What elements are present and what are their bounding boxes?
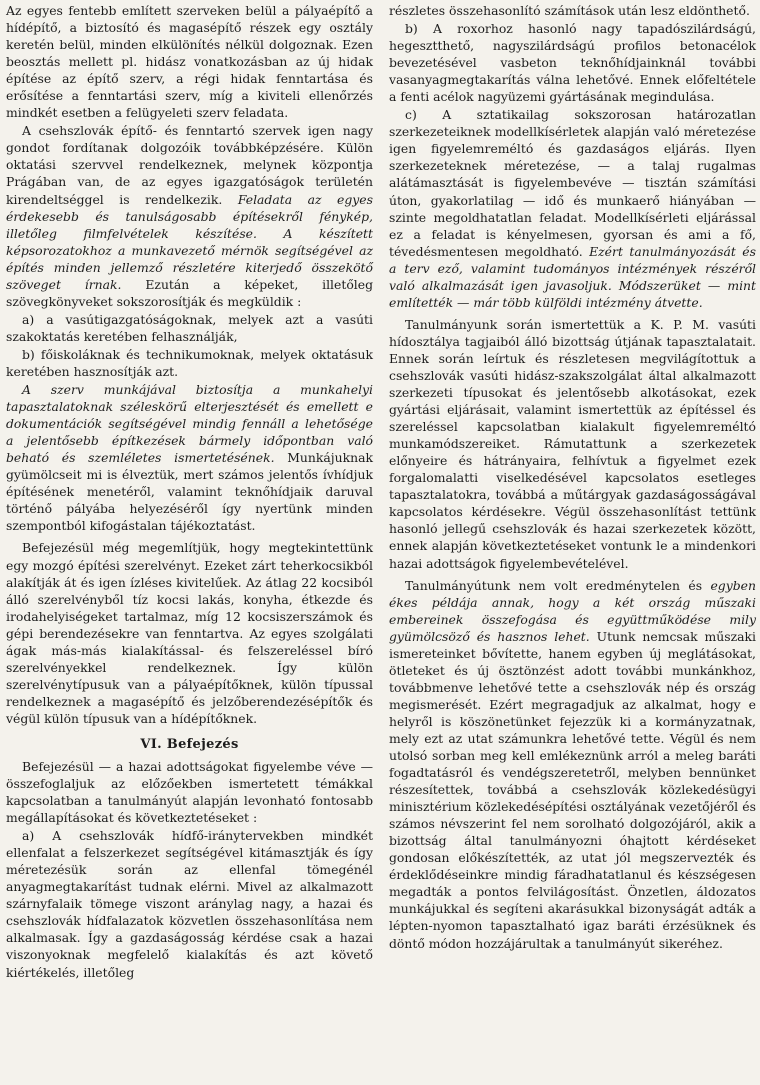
right-column bbox=[389, 2, 756, 1085]
text-run: c) A sztatikailag sokszorosan határozatlan szerkezeteiknek modellkísérletek alapján való méretezése igen figyelemreméltó és gazdaságos eljárás. Ilyen szerkezeteknek méretezése, — a talaj rugalmas alátámasztását is figyelembevéve — tisztán számítási úton, gyakorlatilag — idő és munkaerő hiányában — szinte megoldhatatlan feladat. Modellkísérleti eljárással ez a feladat is kényelmesen, gyorsan és ami a fő, tévedésmentesen megoldható. bbox=[389, 107, 756, 259]
paragraph: Az egyes fentebb említett szerveken belül a pályaépítő a hídépítő, a biztosító és magasépítő részek egy osztály keretén belül, minden elkülönítés nélkül dolgoznak. Ezen beosztás mellett pl. hidász vonatkozásban az új hidak építése az építő szerv, a régi hidak fenntartása és erősítése a fenntartási szerv, míg a kiviteli ellenőrzés mindkét esetben a felügyeleti szerv feladata. bbox=[6, 3, 373, 121]
paragraph: Befejezésül — a hazai adottságokat figyelembe véve — összefoglaljuk az előzőekben ismertetett témákkal kapcsolatban a tanulmányút alapján levonható fontosabb megállapításokat és következtetéseket : bbox=[6, 758, 373, 826]
paragraph bbox=[389, 577, 756, 952]
text-run: Ezután a képeket, illetőleg szövegkönyveket sokszorosítják és megküldik : bbox=[6, 276, 374, 309]
italic-text: egyben ékes példája annak, hogy a két ország műszaki embereinek összefogása és együttműködése mily gyümölcsöző és hasznos lehet. bbox=[389, 577, 756, 644]
paragraph: részletes összehasonlító számítások után lesz eldönthető. bbox=[389, 3, 750, 18]
paragraph: Tanulmányunk során ismertettük a K. P. M. vasúti hídosztálya tagjaiból álló bizottság útjának tapasztalatait. Ennek során leírtuk és részletesen megvilágítottuk a csehszlovák vasúti hidász-szakszolgálat által alkalmazott szerkezeti típusokat és jelentősebb alkotásokat, ezek gyártási eljárásait, valamint ismertettük az építéssel és szereléssel kapcsolatban kialakult figyelemreméltó munkamódszereiket. Rámutattunk a szerkezetek előnyeire és hátrányaira, felhívtuk a figyelmet ezek forgalomalatti viselkedésével kapcsolatos esetleges tapasztalatokra, továbbá a műtárgyak gazdaságosságával kapcsolatos kérdésekre. Végül összehasonlítást tettünk hasonló jellegű csehszlovák és hazai szerkezetek között, ennek alapján következtetéseket vontunk le a mindenkori hazai adottságok figyelembevételével. bbox=[389, 316, 756, 571]
list-item-a: a) A csehszlovák hídfő-iránytervekben mindkét ellenfalat a felszerkezet segítségével kitámasztják és így méretezésük során az ellenfal tömegénél anyagmegtakarítást tudnak elérni. Mivel az alkalmazott szárnyfalaik tömege viszont aránylag nagy, a hazai és csehszlovák hídfalazatok közvetlen összehasonlítása nem alkalmasak. Így a gazdaságosság kérdése csak a hazai viszonyoknak megfelelő kialakítás és azt követő kiértékelés, illetőleg bbox=[6, 828, 373, 980]
paragraph bbox=[6, 122, 373, 310]
list-item-b: b) főiskoláknak és technikumoknak, melyek oktatásuk keretében hasznosítják azt. bbox=[6, 346, 373, 379]
italic-text: A szerv munkájával biztosítja a munkahelyi tapasztalatoknak széleskörű elterjesztését és emellett e dokumentációk segítségével mindig fennáll a lehetősége a jelentősebb építkezések bármely időpontban való beható és szemléletes ismertetésének. bbox=[6, 382, 373, 466]
italic-text: Feladata az egyes érdekesebb és tanulságosabb építésekről fénykép, illetőleg filmfelvételek készítése. A készített képsorozatokhoz a munkavezető mérnök segítségével az építés minden jellemző részletére kiterjedő összekötő szöveget írnak. bbox=[6, 191, 373, 292]
list-item-b: b) A roxorhoz hasonló nagy tapadószilárdságú, hegesztthető, nagyszilárdságú profilos betonacélok bevezetésével vasbeton teknőhídjainknál további vasanyagmegtakarítás válna lehetővé. Ennek előfeltétele a fenti acélok nagyüzemi gyártásának megindulása. bbox=[389, 21, 756, 105]
left-column bbox=[6, 2, 373, 1085]
paragraph bbox=[6, 381, 373, 534]
text-run: Tanulmányútunk nem volt eredménytelen és bbox=[405, 577, 703, 593]
list-item-c bbox=[389, 106, 756, 311]
paragraph: Befejezésül még megemlítjük, hogy megtekintettünk egy mozgó építési szerelvényt. Ezeket zárt teherkocsikból alakítják át és igen ízléses kivitelűek. Az átlag 22 kocsiból álló szerelvényből tíz kocsi lakás, konyha, étkezde és irodahelyiségeket tartalmaz, míg 12 kocsiszerszámok és gépi berendezésekre van fenntartva. Az egyes szolgálati ágak más-más kialakítással- és felszereléssel bíró szerelvényekkel rendelkeznek. Így külön szerelvénytípusuk van a pályaépítőknek, külön típussal rendelkeznek a magasépítő és jelzőberendezésépítők és végül külön típusuk van a hídépítőknek. bbox=[6, 540, 373, 726]
text-run: Utunk nemcsak műszaki ismereteinket bővítette, hanem egyben új meglátásokat, ötleteket és új ösztönzést adott további munkánkhoz, továbbmenve lehetővé tette a csehszlovák nép és ország megismerését. Ezért megragadjuk az alkalmat, hogy e helyről is köszönetünket fejezzük ki a kormányzatnak, mely ezt az utat számunkra lehetővé tette. Végül és nem utolsó sorban meg kell emlékeznünk arról a meleg baráti fogadtatásról és vendégszeretetről, melyben bennünket részesítettek, továbbá a csehszlovák közlekedésügyi minisztérium közlekedésépítési osztályának vezetőjéről és számos névszerint fel nem sorolható dolgozójáról, akik a bizottság által tanulmányozni óhajtott kérdéseket gondosan előkészítették, az utat jól megszervezték és érdeklődéseinkre mindig fáradhatatlanul és készségesen megadták a pontos felvilágosítást. Önzetlen, áldozatos munkájukkal és segíteni akarásukkal bizonyságát adták a lépten-nyomon tapasztalható igaz baráti érzésüknek és döntő módon hozzájárultak a tanulmányút sikeréhez. bbox=[389, 628, 756, 951]
text-run: Munkájuknak gyümölcseit mi is élveztük, mert számos jelentős ívhídjuk építésének menetéről, valamint teknőhídjaik daruval történő pályába helyezéséről így nyertünk minden szempontból kifogástalan tájékoztatást. bbox=[6, 450, 373, 534]
list-item-a: a) a vasútigazgatóságoknak, melyek azt a vasúti szakoktatás keretében felhasználják, bbox=[6, 311, 373, 344]
section-heading: VI. Befejezés bbox=[140, 736, 239, 752]
text-run: A csehszlovák építő- és fenntartó szervek igen nagy gondot fordítanak dolgozóik továbbképzésére. Külön oktatási szervvel rendelkeznek, melynek központja Prágában van, de az egyes igazgatóságok területén kirendeltséggel is rendelkezik. bbox=[6, 123, 373, 207]
italic-text: Ezért tanulmányozását és a terv ező, valamint tudományos intézmények részéről való alkalmazását igen javasoljuk. Módszerüket — mint említették — már több külföldi intézmény átvette. bbox=[389, 243, 756, 310]
